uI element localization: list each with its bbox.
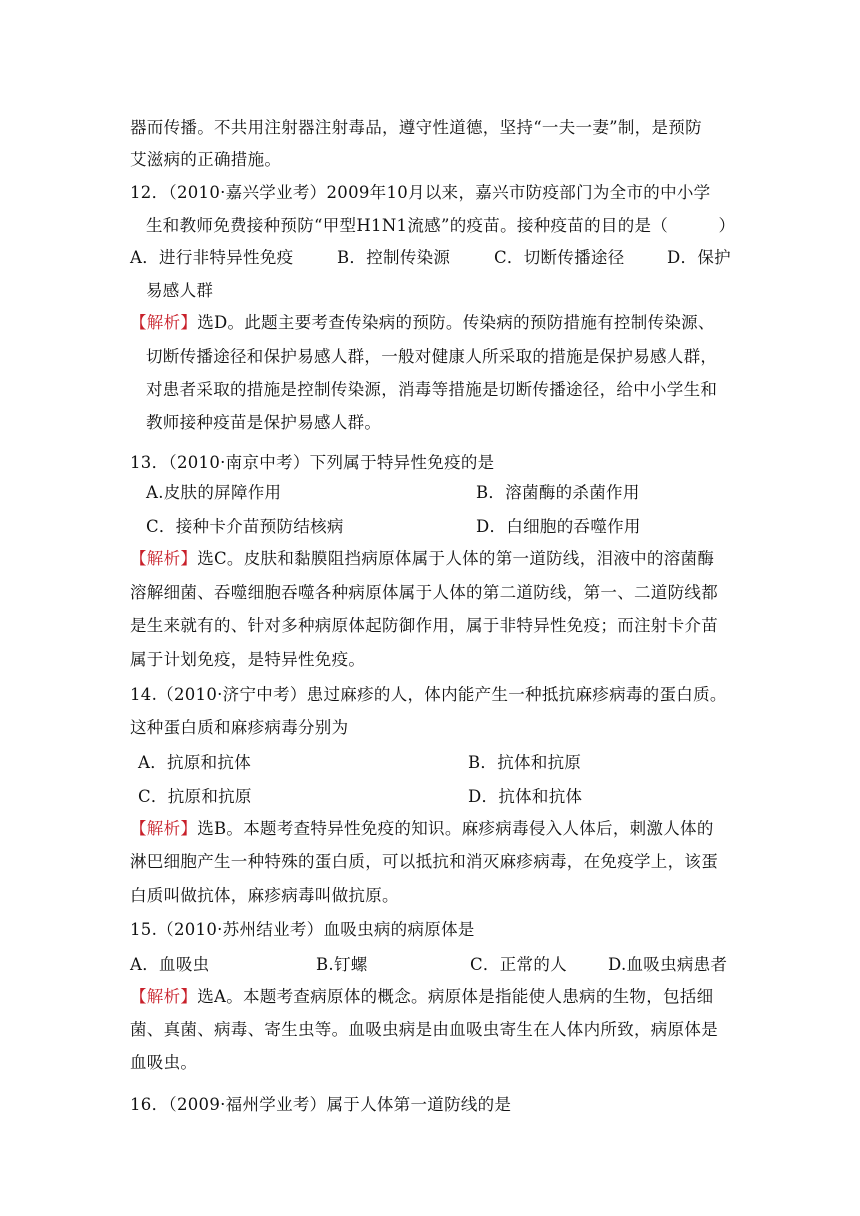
option-row [146,517,746,537]
analysis-line: 【解析】选B。本题考查特异性免疫的知识。麻疹病毒侵入人体后，刺激人体的 [130,819,714,838]
analysis-line: 是生来就有的、针对多种病原体起防御作用，属于非特异性免疫；而注射卡介苗 [130,616,718,635]
option-b: B．抗体和抗原 [468,753,582,772]
option-a: A．进行非特异性免疫 [130,248,294,267]
question-stem: 15.（2010·苏州结业考）血吸虫病的病原体是 [130,920,475,939]
option-a: A．抗原和抗体 [138,753,252,772]
option-c: C．接种卡介苗预防结核病 [146,517,344,536]
text-line: 艾滋病的正确措施。 [130,150,282,169]
option-d: D．保护 [667,248,731,267]
option-d: D.血吸虫病患者 [608,955,728,974]
option-c: C．正常的人 [470,955,567,974]
analysis-tag: 【解析】 [130,313,198,332]
analysis-line: 【解析】选A。本题考查病原体的概念。病原体是指能使人患病的生物，包括细 [130,987,714,1006]
option-row [130,955,740,975]
analysis-line: 【解析】选D。此题主要考查传染病的预防。传染病的预防措施有控制传染源、 [130,313,715,332]
analysis-tag: 【解析】 [130,987,198,1006]
analysis-line: 淋巴细胞产生一种特殊的蛋白质，可以抵抗和消灭麻疹病毒，在免疫学上，该蛋 [130,852,718,871]
option-d: D．抗体和抗体 [468,787,583,806]
question-stem: 12．（2010·嘉兴学业考）2009年10月以来，嘉兴市防疫部门为全市的中小学 [130,183,711,202]
option-row [130,248,750,268]
option-row [146,483,746,503]
analysis-line: 溶解细菌、吞噬细胞吞噬各种病原体属于人体的第二道防线，第一、二道防线都 [130,583,718,602]
option-row [138,787,738,807]
analysis-tag: 【解析】 [130,819,198,838]
option-c: C．抗原和抗原 [138,787,252,806]
option-continuation: 易感人群 [146,281,214,300]
option-b: B．溶菌酶的杀菌作用 [476,483,640,502]
analysis-line: 切断传播途径和保护易感人群，一般对健康人所采取的措施是保护易感人群， [146,347,718,366]
question-stem: 14.（2010·济宁中考）患过麻疹的人，体内能产生一种抵抗麻疹病毒的蛋白质。 [130,685,727,704]
analysis-line: 【解析】选C。皮肤和黏膜阻挡病原体属于人体的第一道防线，泪液中的溶菌酶 [130,549,715,568]
analysis-line: 白质叫做抗体，麻疹病毒叫做抗原。 [130,886,399,905]
analysis-line: 教师接种疫苗是保护易感人群。 [146,413,382,432]
option-a: A.皮肤的屏障作用 [146,483,282,502]
analysis-line: 对患者采取的措施是控制传染源，消毒等措施是切断传播途径，给中小学生和 [146,380,718,399]
analysis-line: 属于计划免疫，是特异性免疫。 [130,650,366,669]
text-line: 器而传播。不共用注射器注射毒品，遵守性道德，坚持“一夫一妻”制，是预防 [130,118,702,137]
analysis-line: 血吸虫。 [130,1053,198,1072]
question-stem: 生和教师免费接种预防“甲型H1N1流感”的疫苗。接种疫苗的目的是（ ） [146,216,736,235]
option-a: A．血吸虫 [130,955,210,974]
question-stem: 这种蛋白质和麻疹病毒分别为 [130,718,349,737]
option-row [138,753,738,773]
option-d: D．白细胞的吞噬作用 [476,517,641,536]
option-b: B.钉螺 [316,955,368,974]
question-stem: 16．（2009·福州学业考）属于人体第一道防线的是 [130,1095,512,1114]
analysis-line: 菌、真菌、病毒、寄生虫等。血吸虫病是由血吸虫寄生在人体内所致，病原体是 [130,1020,718,1039]
option-b: B．控制传染源 [337,248,451,267]
analysis-tag: 【解析】 [130,549,198,568]
option-c: C．切断传播途径 [494,248,625,267]
question-stem: 13．（2010·南京中考）下列属于特异性免疫的是 [130,453,495,472]
